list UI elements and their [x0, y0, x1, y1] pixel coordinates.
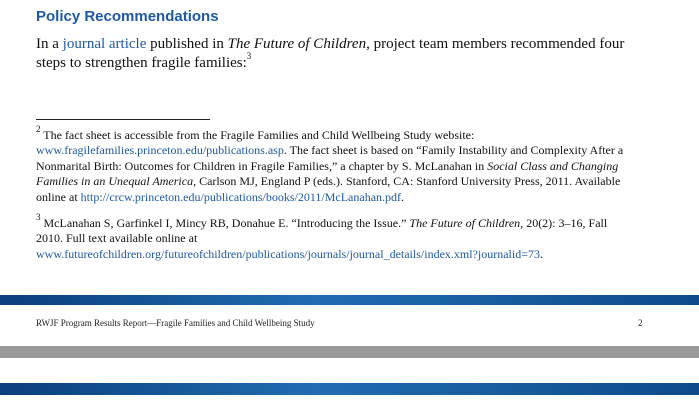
footnote-3-text-3: .: [539, 246, 543, 261]
future-of-children-link[interactable]: www.futureofchildren.org/futureofchildren/publications/journals/journal_details/index.xml?journalid=73: [36, 246, 540, 261]
footer-report-title: RWJF Program Results Report—Fragile Families and Child Wellbeing Study: [36, 318, 315, 328]
footnote-2-text-2: . The fact sheet is based on “Family Instability and Complexity After a Nonmarital Birth: Outcomes for Children in Fragile Families,” a chapter by S. McLanahan in: [36, 143, 624, 173]
lead-text-post: , project team members recommended four steps to strengthen fragile families:: [36, 36, 625, 71]
lead-text-mid: published in: [146, 36, 228, 52]
next-page-top: [0, 358, 699, 383]
footnote-2-book-title: Social Class and Changing Families in an Unequal America,: [36, 158, 619, 189]
footnote-2-text-4: .: [401, 189, 405, 204]
footnote-2-number: 2: [36, 124, 41, 134]
journal-article-link[interactable]: journal article: [62, 36, 147, 52]
footnote-3: [36, 212, 636, 262]
footnote-3-journal-title: The Future of Children,: [409, 216, 524, 230]
footnote-2: [36, 124, 636, 205]
footnote-3-number: 3: [36, 212, 41, 222]
footer-band: [0, 295, 699, 305]
lead-text-pre: In a: [36, 36, 63, 52]
footnote-3-text-1: McLanahan S, Garfinkel I, Mincy RB, Donahue E. “Introducing the Issue.”: [40, 216, 410, 230]
footnote-2-text-3: Carlson MJ, England P (eds.). Stanford, CA: Stanford University Press, 2011. Available online at: [36, 174, 621, 204]
lead-paragraph: [36, 35, 636, 73]
page-separator: [0, 346, 699, 358]
footnote-2-text-1: The fact sheet is accessible from the Fragile Families and Child Wellbeing Study website:: [40, 128, 475, 142]
section-heading: Policy Recommendations: [36, 8, 219, 25]
next-page-header-band: [0, 383, 699, 395]
mclanahan-pdf-link[interactable]: http://crcw.princeton.edu/publications/books/2011/McLanahan.pdf: [80, 189, 402, 204]
page-number: 2: [638, 318, 643, 328]
lead-journal-title: The Future of Children: [227, 36, 367, 52]
footnote-divider: [36, 119, 210, 120]
lead-footnote-ref[interactable]: 3: [246, 51, 252, 61]
footnote-3-text-2: 20(2): 3–16, Fall 2010. Full text available online at: [36, 216, 608, 246]
fragile-families-link[interactable]: www.fragilefamilies.princeton.edu/publications.asp: [36, 143, 284, 158]
